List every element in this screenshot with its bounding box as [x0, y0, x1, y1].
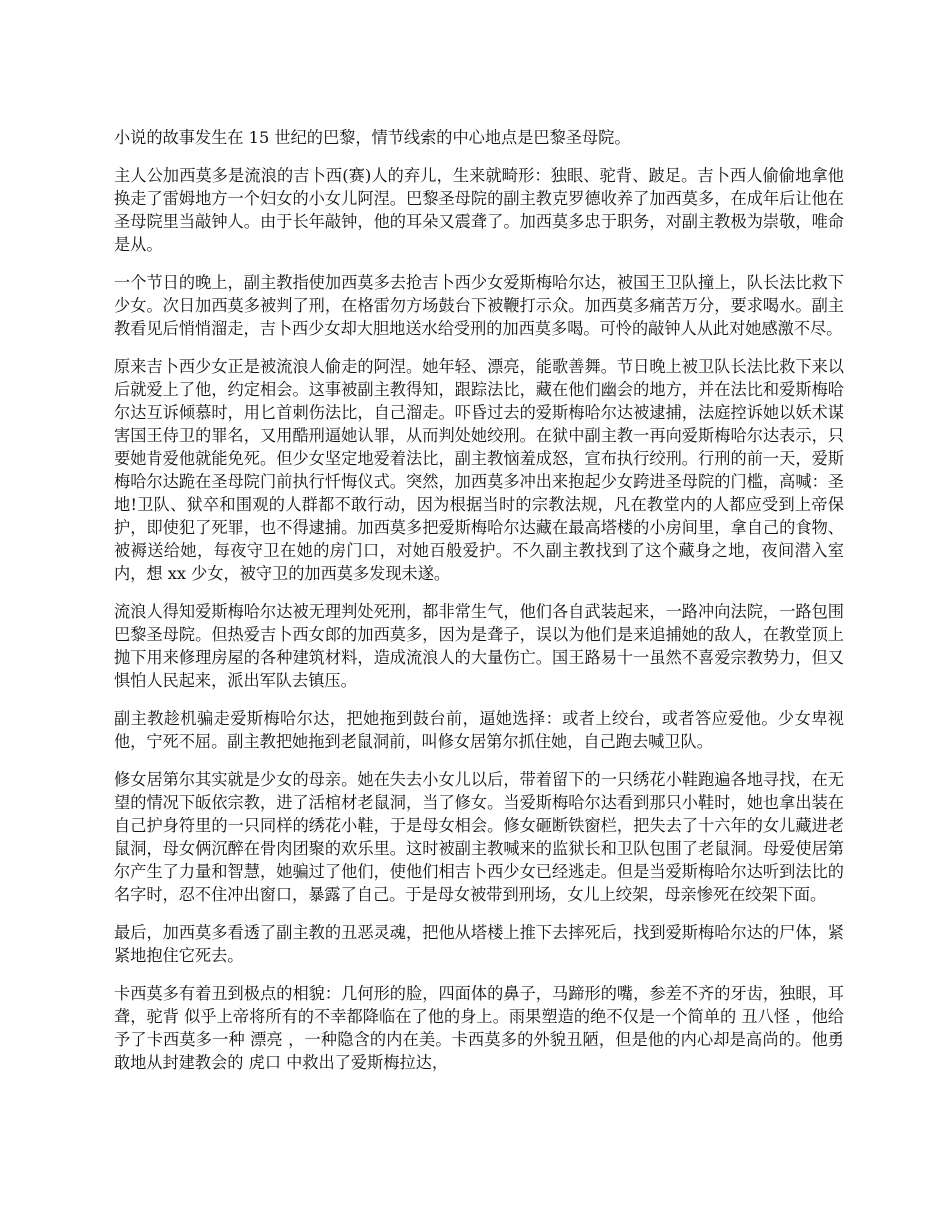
- paragraph-4: 原来吉卜西少女正是被流浪人偷走的阿涅。她年轻、漂亮，能歌善舞。节日晚上被卫队长法比救下来以后就爱上了他，约定相会。这事被副主教得知，跟踪法比，藏在他们幽会的地方，并在法比和爱斯梅哈尔达互诉倾慕时，用匕首刺伤法比，自己溜走。吓昏过去的爱斯梅哈尔达被逮捕，法庭控诉她以妖术谋害国王侍卫的罪名，又用酷刑逼她认罪，从而判处她绞刑。在狱中副主教一再向爱斯梅哈尔达表示，只要她肯爱他就能免死。但少女坚定地爱着法比，副主教恼羞成怒，宣布执行绞刑。行刑的前一天，爱斯梅哈尔达跪在圣母院门前执行忏悔仪式。突然，加西莫多冲出来抱起少女跨进圣母院的门槛，高喊：圣地!卫队、狱卒和围观的人群都不敢行动，因为根据当时的宗教法规，凡在教堂内的人都应受到上帝保护，即使犯了死罪，也不得逮捕。加西莫多把爱斯梅哈尔达藏在最高塔楼的小房间里，拿自己的食物、被褥送给她，每夜守卫在她的房门口，对她百般爱护。不久副主教找到了这个藏身之地，夜间潜入室内，想 xx 少女，被守卫的加西莫多发现未遂。: [114, 357, 844, 583]
- paragraph-5: 流浪人得知爱斯梅哈尔达被无理判处死刑，都非常生气，他们各自武装起来，一路冲向法院，一路包围巴黎圣母院。但热爱吉卜西女郎的加西莫多，因为是聋子，误以为他们是来追捕她的敌人，在教堂顶上抛下用来修理房屋的各种建筑材料，造成流浪人的大量伤亡。国王路易十一虽然不喜爱宗教势力，但又惧怕人民起来，派出军队去镇压。: [114, 602, 844, 690]
- paragraph-2: 主人公加西莫多是流浪的吉卜西(赛)人的弃儿，生来就畸形：独眼、驼背、跛足。吉卜西人偷偷地拿他换走了雷姆地方一个妇女的小女儿阿涅。巴黎圣母院的副主教克罗德收养了加西莫多，在成年后让他在圣母院里当敲钟人。由于长年敲钟，他的耳朵又震聋了。加西莫多忠于职务，对副主教极为崇敬，唯命是从。: [114, 166, 844, 254]
- paragraph-9: 卡西莫多有着丑到极点的相貌：几何形的脸，四面体的鼻子，马蹄形的嘴，参差不齐的牙齿，独眼，耳聋，驼背 似乎上帝将所有的不幸都降临在了他的身上。雨果塑造的绝不仅是一个简单的 丑八怪 ，他给予了卡西莫多一种 漂亮 ，一种隐含的内在美。卡西莫多的外貌丑陋，但是他的内心却是高尚的。他勇敢地从封建教会的 虎口 中救出了爱斯梅拉达，: [114, 984, 844, 1072]
- paragraph-7: 修女居第尔其实就是少女的母亲。她在失去小女儿以后，带着留下的一只绣花小鞋跑遍各地寻找，在无望的情况下皈依宗教，进了活棺材老鼠洞，当了修女。当爱斯梅哈尔达看到那只小鞋时，她也拿出装在自己护身符里的一只同样的绣花小鞋，于是母女相会。修女砸断铁窗栏，把失去了十六年的女儿藏进老鼠洞，母女俩沉醉在骨肉团聚的欢乐里。这时被副主教喊来的监狱长和卫队包围了老鼠洞。母爱使居第尔产生了力量和智慧，她骗过了他们，使他们相吉卜西少女已经逃走。但是当爱斯梅哈尔达听到法比的名字时，忍不住冲出窗口，暴露了自己。于是母女被带到刑场，女儿上绞架，母亲惨死在绞架下面。: [114, 770, 844, 904]
- document-body: [114, 126, 844, 1089]
- paragraph-6: 副主教趁机骗走爱斯梅哈尔达，把她拖到鼓台前，逼她选择：或者上绞台，或者答应爱他。少女卑视他，宁死不屈。副主教把她拖到老鼠洞前，叫修女居第尔抓住她，自己跑去喊卫队。: [114, 709, 844, 751]
- paragraph-3: 一个节日的晚上，副主教指使加西莫多去抢吉卜西少女爱斯梅哈尔达，被国王卫队撞上，队长法比救下少女。次日加西莫多被判了刑，在格雷勿方场鼓台下被鞭打示众。加西莫多痛苦万分，要求喝水。副主教看见后悄悄溜走，吉卜西少女却大胆地送水给受刑的加西莫多喝。可怜的敲钟人从此对她感激不尽。: [114, 273, 844, 338]
- paragraph-8: 最后，加西莫多看透了副主教的丑恶灵魂，把他从塔楼上推下去摔死后，找到爱斯梅哈尔达的尸体，紧紧地抱住它死去。: [114, 923, 844, 965]
- paragraph-1: 小说的故事发生在 15 世纪的巴黎，情节线索的中心地点是巴黎圣母院。: [114, 128, 631, 147]
